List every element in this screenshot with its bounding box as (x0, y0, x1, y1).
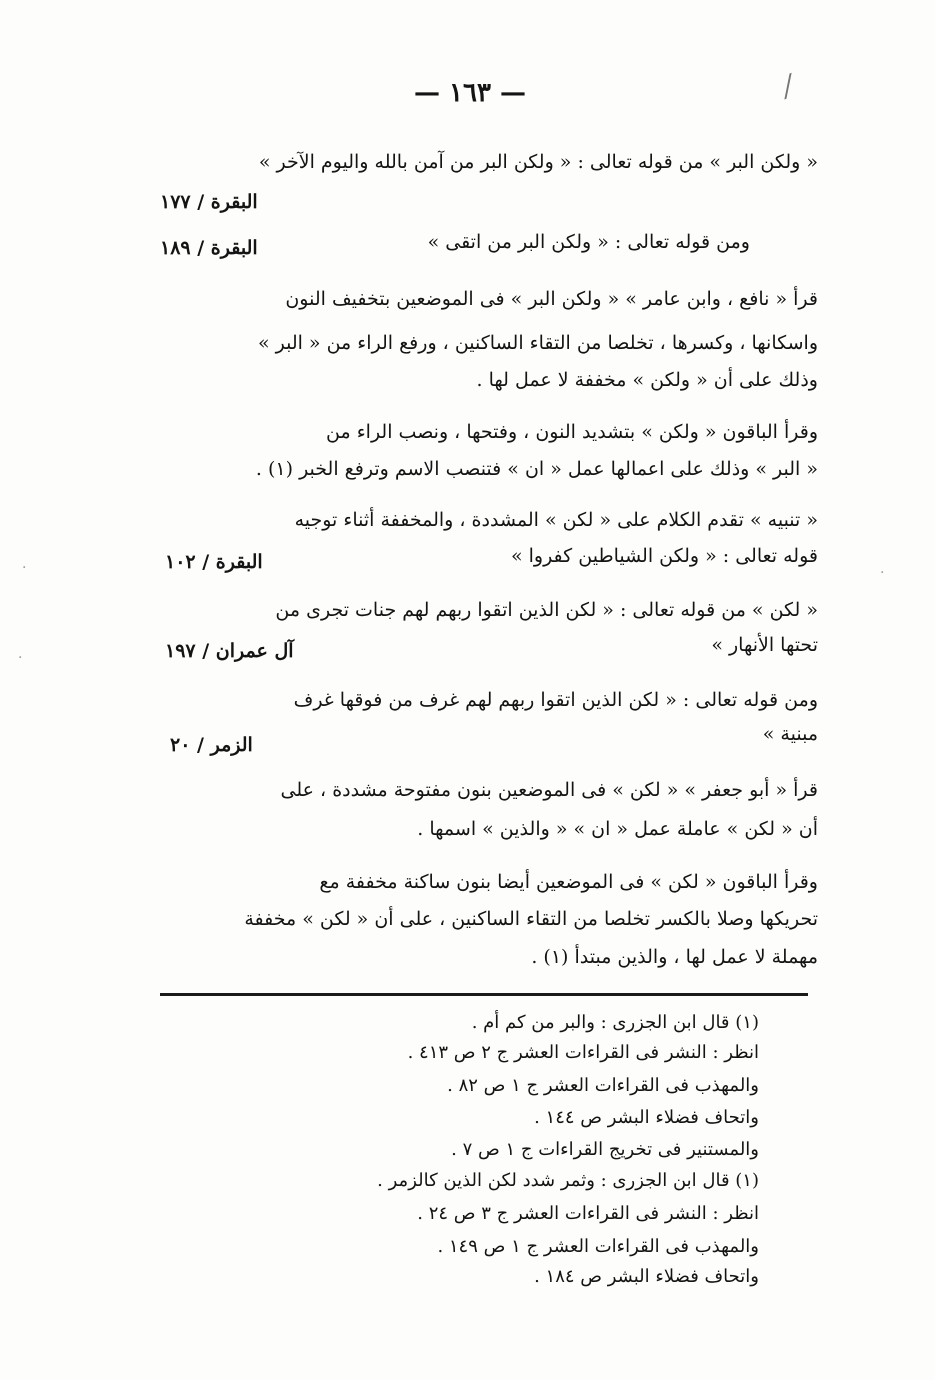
body-line: تحريكها وصلا بالكسر تخلصا من التقاء الساكنين ، على أن « لكن » مخففة (244, 908, 818, 930)
pen-mark: ⁄ (780, 70, 797, 105)
scan-speck: · (22, 560, 27, 576)
body-line: « البر » وذلك على اعمالها عمل « ان » فتنصب الاسم وترفع الخبر (١) . (255, 458, 818, 480)
body-line: وذلك على أن « ولكن » مخففة لا عمل لها . (476, 369, 818, 391)
body-line: تحتها الأنهار » (711, 634, 818, 656)
footnote-line: والمستنير فى تخريج القراءات ج ١ ص ٧ . (451, 1139, 759, 1160)
footnote-line: انظر : النشر فى القراءات العشر ج ٢ ص ٤١٣ . (407, 1042, 759, 1063)
footnote-separator (160, 993, 808, 996)
footnote-line: واتحاف فضلاء البشر ص ١٤٤ . (534, 1107, 759, 1128)
body-line: قرأ « نافع ، وابن عامر » « ولكن البر » فى الموضعين بتخفيف النون (285, 288, 818, 310)
footnote-line: (١) قال ابن الجزرى : والبر من كم أم . (471, 1012, 759, 1033)
body-line: ومن قوله تعالى : « لكن الذين اتقوا ربهم لهم غرف من فوقها غرف (293, 689, 818, 711)
body-line: أن « لكن » عاملة عمل « ان » « والذين » اسمها . (417, 818, 818, 840)
scan-speck: · (18, 650, 23, 666)
body-line: « تنبيه » تقدم الكلام على « لكن » المشددة ، والمخففة أثناء توجيه (294, 509, 818, 531)
body-line: ومن قوله تعالى : « ولكن البر من اتقى » (427, 231, 750, 253)
verse-reference: البقرة / ١٠٢ (165, 551, 263, 573)
body-line: وقرأ الباقون « لكن » فى الموضعين أيضا بنون ساكنة مخففة مع (319, 871, 818, 893)
verse-reference: آل عمران / ١٩٧ (165, 640, 294, 662)
footnote-line: والمهذب فى القراءات العشر ج ١ ص ١٤٩ . (437, 1236, 759, 1257)
body-line: قوله تعالى : « ولكن الشياطين كفروا » (510, 545, 818, 567)
footnote-line: والمهذب فى القراءات العشر ج ١ ص ٨٢ . (447, 1075, 759, 1096)
verse-reference: الزمر / ٢٠ (170, 734, 253, 756)
page-number: — ١٦٣ — (413, 78, 527, 108)
body-line: قرأ « أبو جعفر » « لكن » فى الموضعين بنون مفتوحة مشددة ، على (280, 779, 818, 801)
footnote-line: انظر : النشر فى القراءات العشر ج ٣ ص ٢٤ . (417, 1203, 759, 1224)
footnote-line: واتحاف فضلاء البشر ص ١٨٤ . (534, 1266, 759, 1287)
body-line: مبنية » (762, 723, 818, 745)
body-line: مهملة لا عمل لها ، والذين مبتدأ (١) . (531, 946, 818, 968)
body-line: واسكانها ، وكسرها ، تخلصا من التقاء الساكنين ، ورفع الراء من « البر » (257, 332, 818, 354)
body-line: « لكن » من قوله تعالى : « لكن الذين اتقوا ربهم لهم جنات تجرى من (275, 599, 818, 621)
scan-speck: · (880, 565, 885, 581)
footnote-line: (١) قال ابن الجزرى : وثمر شدد لكن الذين كالزمر . (377, 1170, 759, 1191)
verse-reference: البقرة / ١٨٩ (160, 237, 258, 259)
body-line: وقرأ الباقون « ولكن » بتشديد النون ، وفتحها ، ونصب الراء من (326, 421, 818, 443)
body-line: « ولكن البر » من قوله تعالى : « ولكن البر من آمن بالله واليوم الآخر » (258, 151, 818, 173)
verse-reference: البقرة / ١٧٧ (160, 191, 258, 213)
